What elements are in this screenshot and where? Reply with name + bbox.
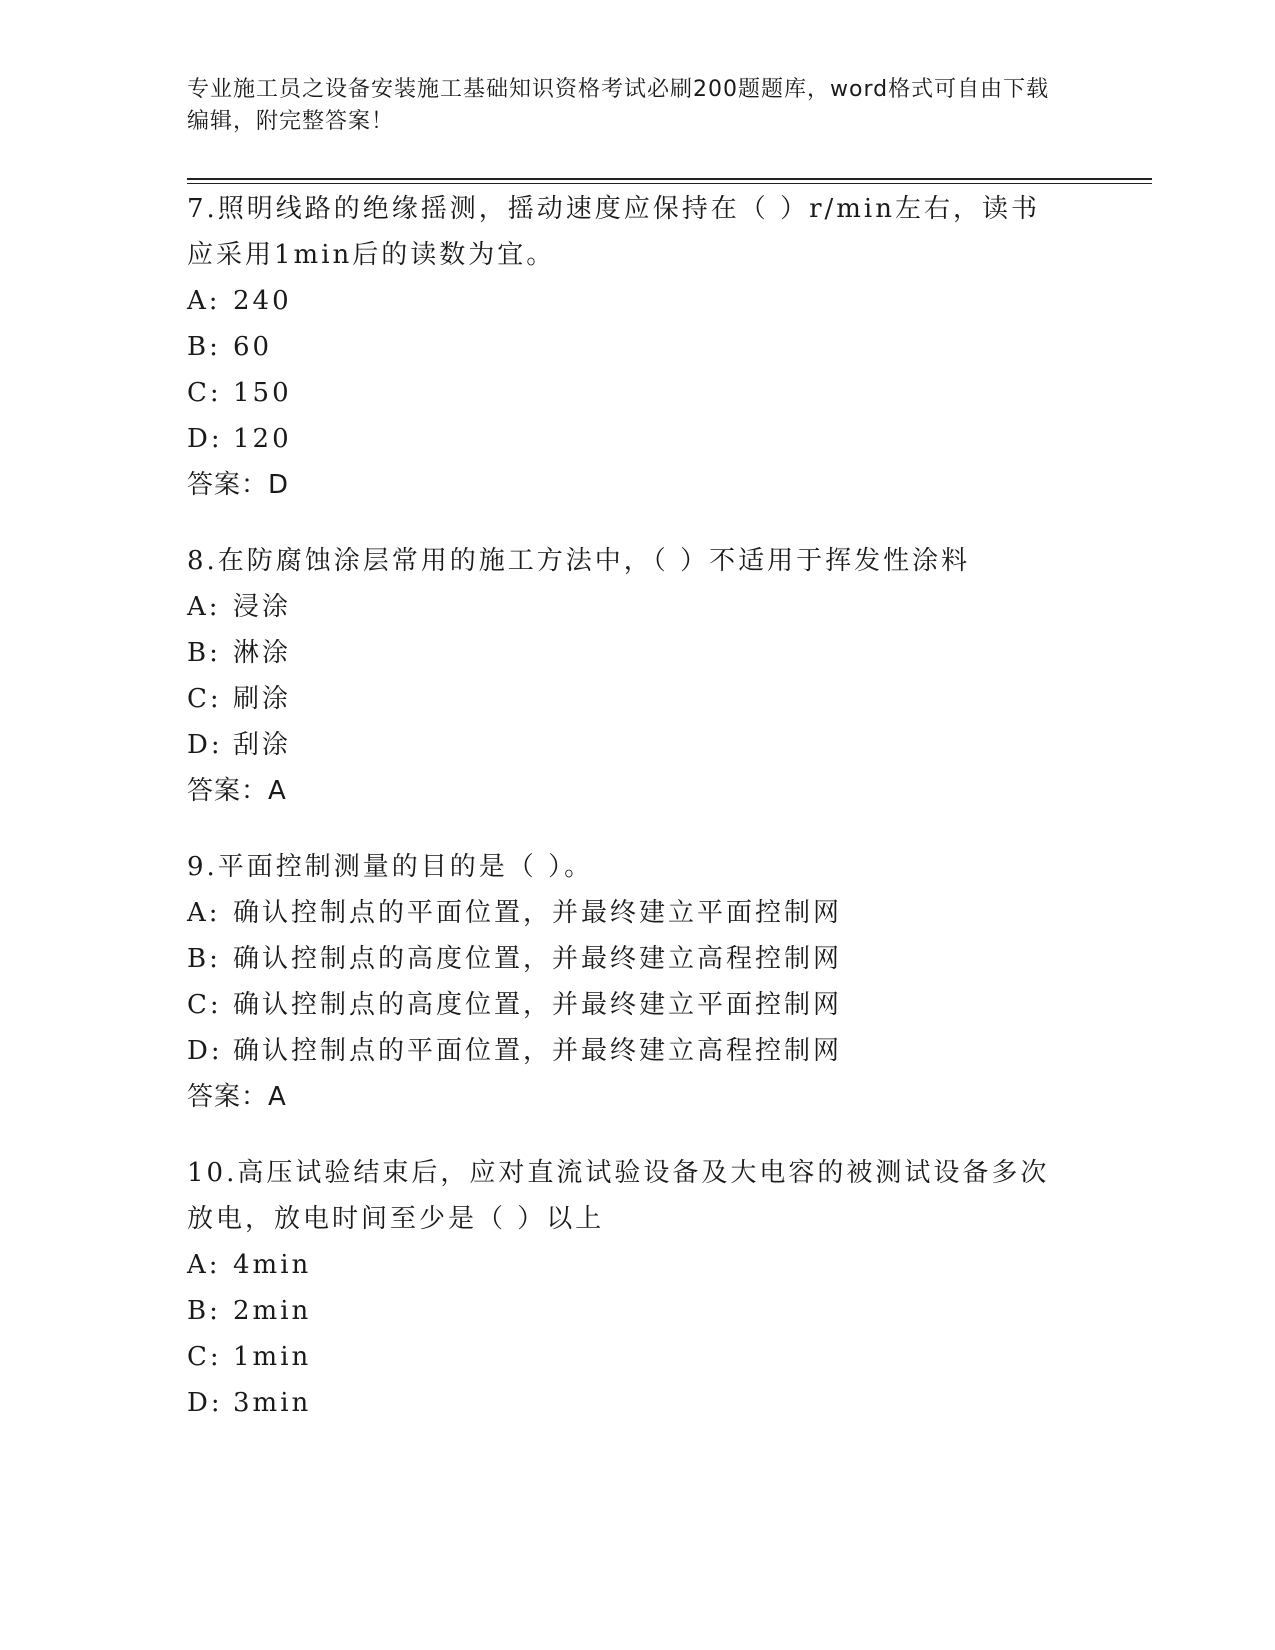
option-letter: D: <box>187 424 223 454</box>
option-text: 60 <box>233 332 273 362</box>
option-letter: D: <box>187 1388 223 1418</box>
question-9 <box>187 844 1067 1120</box>
document-page <box>187 0 1152 1650</box>
option-a <box>187 278 1067 324</box>
option-letter: B: <box>187 1296 221 1326</box>
option-text: 确认控制点的高度位置，并最终建立平面控制网 <box>233 990 843 1020</box>
option-text: 刮涂 <box>233 730 292 760</box>
question-list <box>187 186 1067 1456</box>
option-a <box>187 890 1067 936</box>
option-letter: D: <box>187 1036 223 1066</box>
option-b <box>187 324 1067 370</box>
option-a <box>187 1242 1067 1288</box>
option-text: 120 <box>233 424 292 454</box>
option-letter: B: <box>187 944 221 974</box>
option-d <box>187 722 1067 768</box>
option-letter: C: <box>187 684 222 714</box>
option-letter: B: <box>187 332 221 362</box>
option-d <box>187 416 1067 462</box>
option-letter: A: <box>187 898 221 928</box>
document-header: 专业施工员之设备安装施工基础知识资格考试必刷200题题库，word格式可自由下载编辑，附完整答案！ <box>187 77 1050 134</box>
option-c <box>187 370 1067 416</box>
question-7 <box>187 186 1067 508</box>
answer-line: 答案：D <box>187 470 290 500</box>
option-text: 240 <box>233 286 292 316</box>
option-text: 淋涂 <box>233 638 292 668</box>
question-text: 7.照明线路的绝缘摇测，摇动速度应保持在（ ）r/min左右，读书应采用1min后的读数为宜。 <box>187 194 1040 270</box>
option-text: 150 <box>233 378 292 408</box>
option-b <box>187 630 1067 676</box>
option-text: 1min <box>233 1342 312 1372</box>
answer-line: 答案：A <box>187 776 287 806</box>
option-letter: B: <box>187 638 221 668</box>
question-10 <box>187 1150 1067 1426</box>
option-b <box>187 1288 1067 1334</box>
header-divider-thick <box>187 178 1152 180</box>
option-c <box>187 982 1067 1028</box>
option-letter: A: <box>187 1250 221 1280</box>
option-text: 刷涂 <box>233 684 292 714</box>
option-d <box>187 1380 1067 1426</box>
option-letter: C: <box>187 378 222 408</box>
option-text: 4min <box>233 1250 312 1280</box>
option-c <box>187 1334 1067 1380</box>
question-text: 10.高压试验结束后，应对直流试验设备及大电容的被测试设备多次放电，放电时间至少是（ ）以上 <box>187 1158 1050 1234</box>
option-text: 确认控制点的平面位置，并最终建立高程控制网 <box>233 1036 843 1066</box>
answer-line: 答案：A <box>187 1082 287 1112</box>
option-text: 浸涂 <box>233 592 292 622</box>
option-letter: A: <box>187 592 221 622</box>
option-letter: D: <box>187 730 223 760</box>
header-divider-thin <box>187 183 1152 184</box>
option-text: 3min <box>233 1388 312 1418</box>
option-c <box>187 676 1067 722</box>
question-text: 9.平面控制测量的目的是（ ）。 <box>187 852 594 882</box>
option-letter: C: <box>187 990 222 1020</box>
option-text: 确认控制点的平面位置，并最终建立平面控制网 <box>233 898 843 928</box>
option-text: 2min <box>233 1296 312 1326</box>
option-letter: C: <box>187 1342 222 1372</box>
option-b <box>187 936 1067 982</box>
question-text: 8.在防腐蚀涂层常用的施工方法中，（ ）不适用于挥发性涂料 <box>187 546 971 576</box>
option-text: 确认控制点的高度位置，并最终建立高程控制网 <box>233 944 843 974</box>
option-letter: A: <box>187 286 221 316</box>
question-8 <box>187 538 1067 814</box>
option-d <box>187 1028 1067 1074</box>
option-a <box>187 584 1067 630</box>
